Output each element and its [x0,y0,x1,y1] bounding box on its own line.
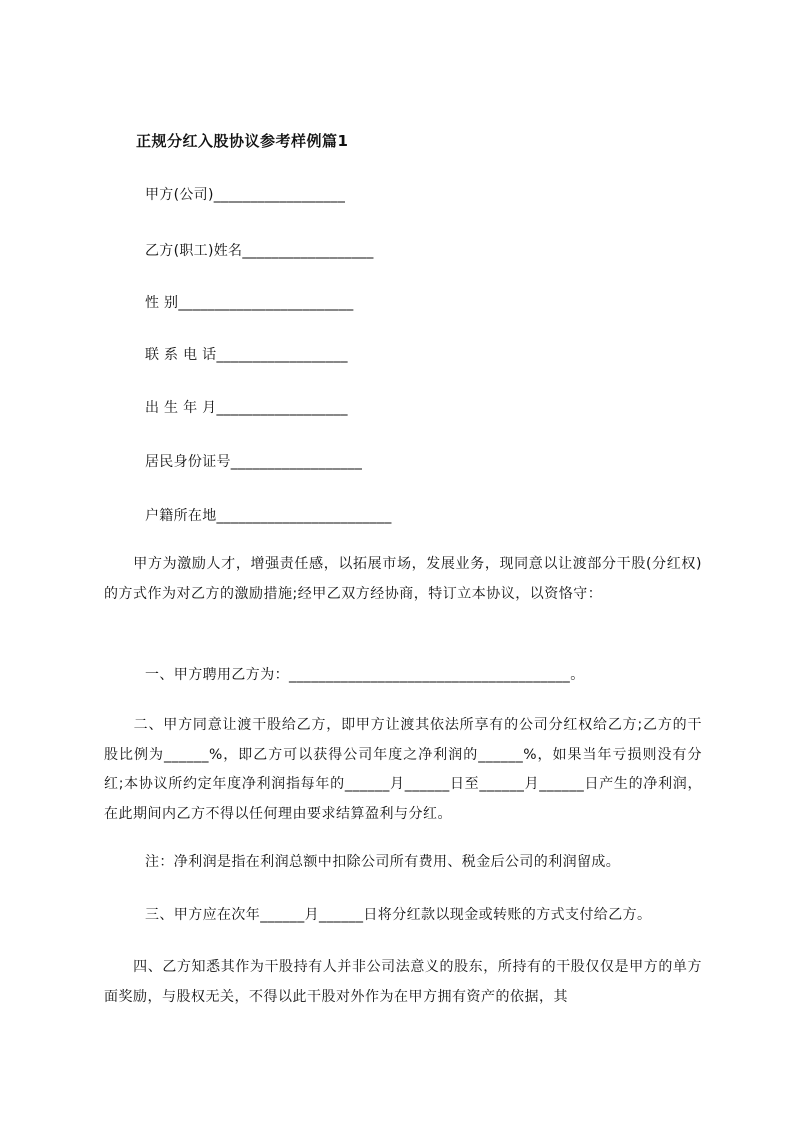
net-profit-note: 注：净利润是指在利润总额中扣除公司所有费用、税金后公司的利润留成。 [145,854,621,870]
household-field: 户籍所在地________________________ [145,508,392,524]
party-b-name-field: 乙方(职工)姓名__________________ [145,243,374,259]
clause-2-paragraph: 二、甲方同意让渡干股给乙方，即甲方让渡其依法所享有的公司分红权给乙方;乙方的干股比例为______%，即乙方可以获得公司年度之净利润的______%，如果当年亏损则没有分红;本协议所约定年度净利润指每年的______月______日至______月______日产生的净利润，在此期间内乙方不得以任何理由要求结算盈利与分红。 [104,717,702,822]
document-title: 正规分红入股协议参考样例篇1 [136,132,349,150]
party-a-field: 甲方(公司)__________________ [145,187,346,203]
id-number-field: 居民身份证号__________________ [145,454,363,470]
clause-3: 三、甲方应在次年______月______日将分红款以现金或转账的方式支付给乙方。 [145,907,652,923]
birth-date-field: 出 生 年 月__________________ [145,400,348,416]
phone-field: 联 系 电 话__________________ [145,347,348,363]
gender-field: 性 别________________________ [145,295,354,311]
clause-4-paragraph: 四、乙方知悉其作为干股持有人并非公司法意义的股东，所持有的干股仅仅是甲方的单方面奖励，与股权无关，不得以此干股对外作为在甲方拥有资产的依据，其 [104,959,702,1005]
intro-paragraph: 甲方为激励人才，增强责任感，以拓展市场，发展业务，现同意以让渡部分干股(分红权)的方式作为对乙方的激励措施;经甲乙双方经协商，特订立本协议，以资恪守： [104,556,702,602]
clause-1: 一、甲方聘用乙方为：______________________________________。 [145,667,585,683]
